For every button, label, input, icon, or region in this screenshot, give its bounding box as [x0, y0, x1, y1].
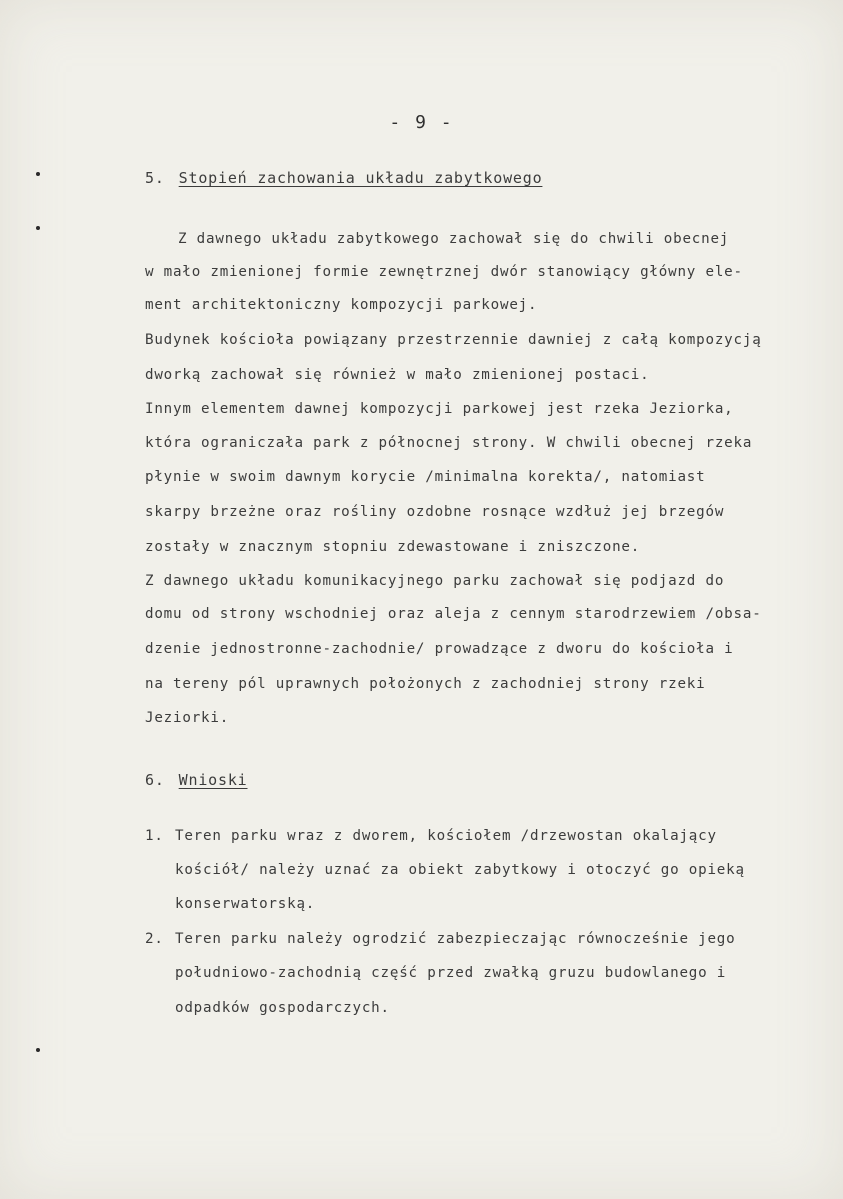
section-5-line: płynie w swoim dawnym korycie /minimalna korekta/, natomiast [145, 469, 706, 485]
section-5-line: domu od strony wschodniej oraz aleja z cennym starodrzewiem /obsa- [145, 606, 762, 622]
section-5-line: Budynek kościoła powiązany przestrzennie dawniej z całą kompozycją [145, 332, 762, 348]
margin-punch-dot [36, 172, 40, 176]
section-5-line: Z dawnego układu komunikacyjnego parku zachował się podjazd do [145, 573, 725, 589]
list-item [145, 929, 736, 949]
margin-punch-dot [36, 1048, 40, 1052]
section-5-line: dworką zachował się również w mało zmienionej postaci. [145, 367, 650, 383]
section-5-line: w mało zmienionej formie zewnętrznej dwór stanowiący główny ele- [145, 264, 743, 280]
section-6-number: 6. [145, 771, 165, 789]
list-item-text: Teren parku należy ogrodzić zabezpieczając równocześnie jego [175, 931, 736, 947]
margin-punch-dot [36, 226, 40, 230]
section-5-line: która ograniczała park z północnej strony. W chwili obecnej rzeka [145, 435, 753, 451]
list-item-line: kościół/ należy uznać za obiekt zabytkowy i otoczyć go opieką [175, 862, 745, 878]
section-5-number: 5. [145, 169, 165, 187]
section-6-heading [145, 770, 248, 790]
section-5-line: skarpy brzeżne oraz rośliny ozdobne rosnące wzdłuż jej brzegów [145, 504, 725, 520]
section-6-title: Wnioski [178, 771, 248, 789]
list-item-line: konserwatorską. [175, 896, 316, 912]
section-5-line: ment architektoniczny kompozycji parkowej. [145, 297, 538, 313]
list-item-text: Teren parku wraz z dworem, kościołem /drzewostan okalający [175, 828, 717, 844]
page-number: - 9 - [389, 112, 454, 133]
list-item [145, 826, 717, 846]
section-5-line: Z dawnego układu zabytkowego zachował się do chwili obecnej [178, 231, 730, 247]
section-5-line: zostały w znacznym stopniu zdewastowane i zniszczone. [145, 539, 641, 555]
list-item-line: południowo-zachodnią część przed zwałką gruzu budowlanego i [175, 965, 727, 981]
section-5-line: na tereny pól uprawnych położonych z zachodniej strony rzeki [145, 676, 706, 692]
section-5-title: Stopień zachowania układu zabytkowego [178, 169, 543, 187]
section-5-line: dzenie jednostronne-zachodnie/ prowadzące z dworu do kościoła i [145, 641, 734, 657]
list-item-number: 2. [145, 931, 164, 947]
list-item-number: 1. [145, 828, 164, 844]
section-5-line: Innym elementem dawnej kompozycji parkowej jest rzeka Jeziorka, [145, 401, 734, 417]
section-5-heading [145, 168, 542, 188]
section-5-line: Jeziorki. [145, 710, 230, 726]
list-item-line: odpadków gospodarczych. [175, 1000, 390, 1016]
